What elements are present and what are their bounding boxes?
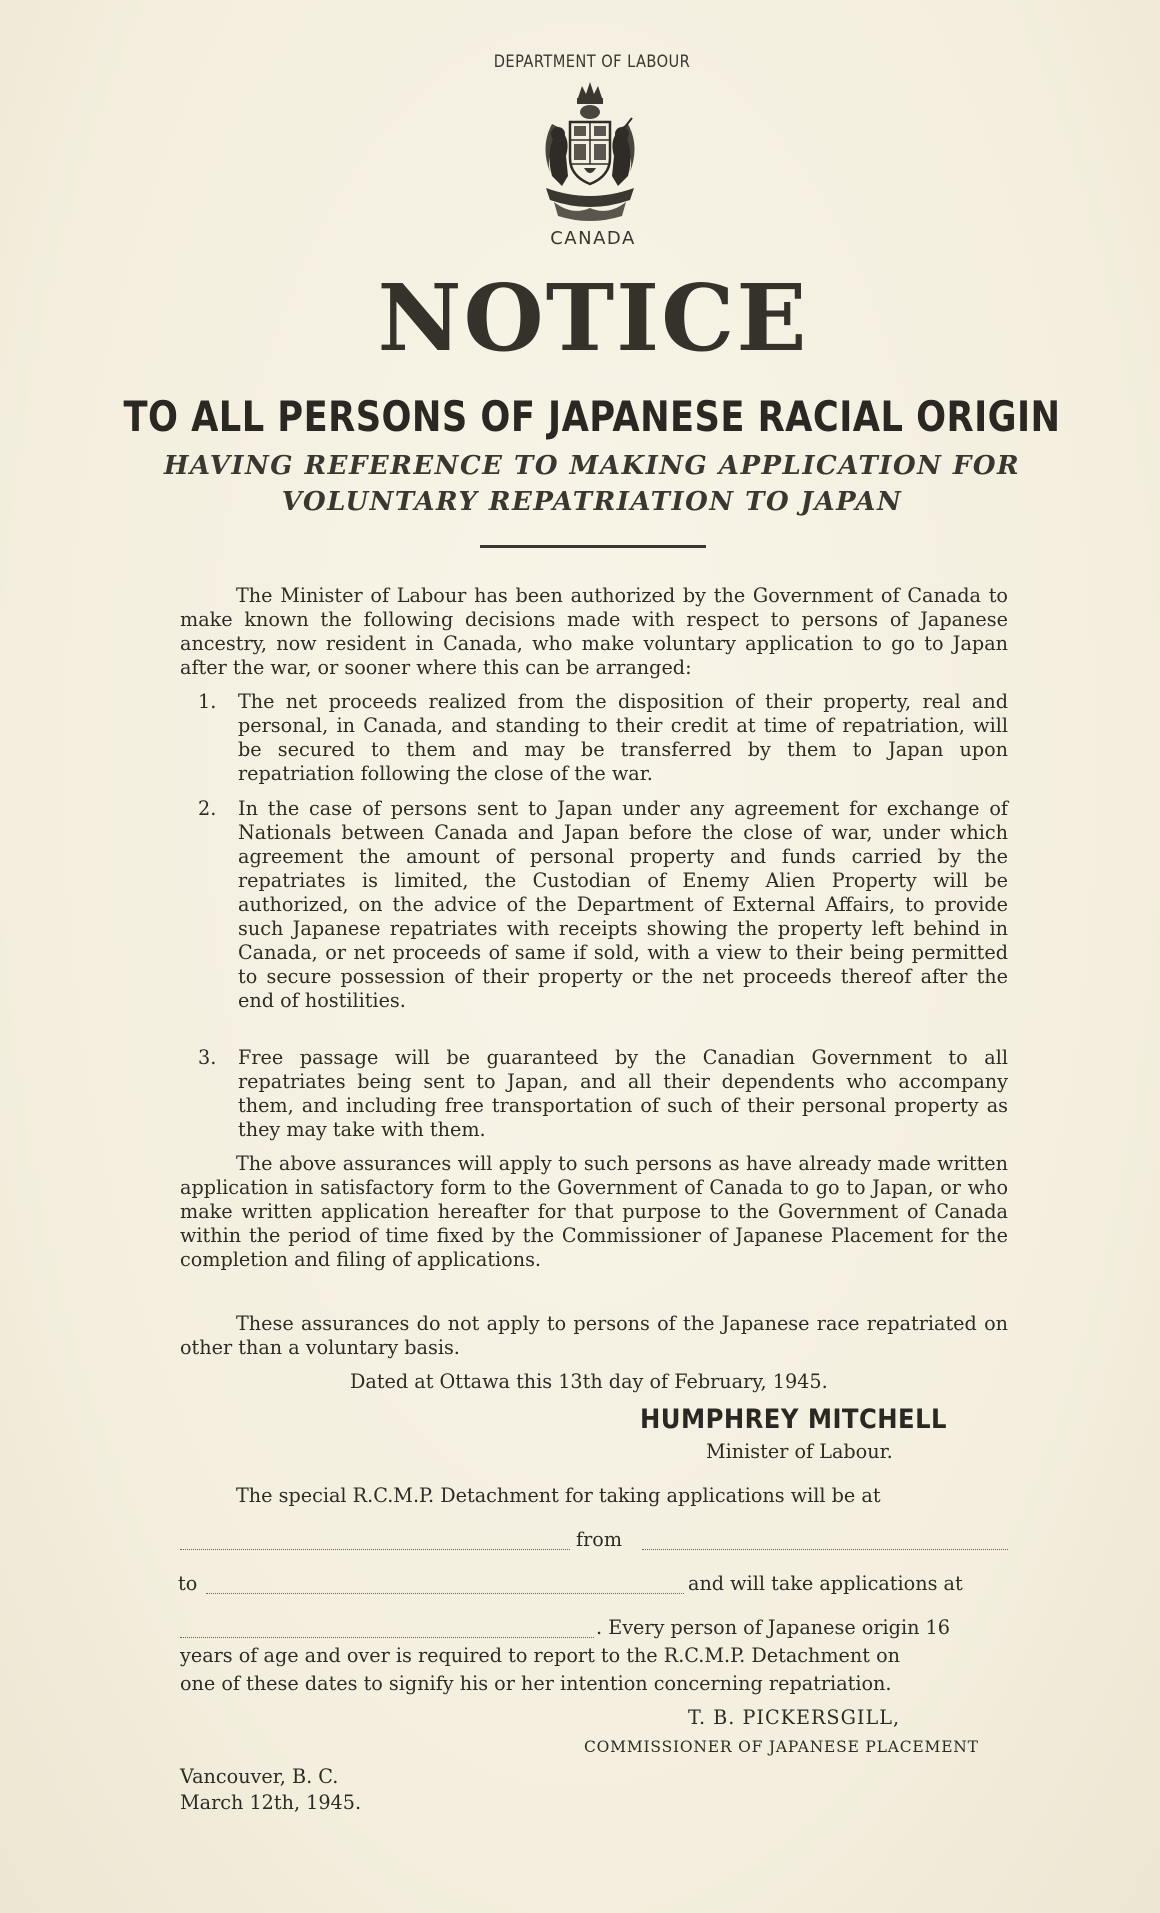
dated-line: Dated at Ottawa this 13th day of February, 1945. [350,1370,828,1393]
to-label: to [178,1572,198,1595]
item-number: 1. [198,690,217,713]
country-heading: CANADA [550,228,636,249]
blank-to-date [206,1593,684,1594]
headline: TO ALL PERSONS OF JAPANESE RACIAL ORIGIN [123,392,1061,441]
subtitle [0,448,1160,520]
will-take-label: and will take applications at [688,1572,963,1595]
signer-title: Minister of Labour. [706,1440,893,1463]
assurances-paragraph: The above assurances will apply to such persons as have already made written application in satisfactory form to the Government of Canada to go to Japan, or who make written application hereafter for that purpose to the Government of Canada within the period of time fixed by the Commissioner of Japanese Placement for the completion and filing of applications. [180,1152,1008,1271]
item-number: 3. [198,1046,217,1069]
every-person-text: . Every person of Japanese origin 16 [596,1616,950,1639]
rcmp-line-5: one of these dates to signify his or her intention concerning repatriation. [180,1672,892,1695]
subtitle-line-2: VOLUNTARY REPATRIATION TO JAPAN [281,487,903,517]
blank-application-place [180,1637,594,1638]
place-date: March 12th, 1945. [180,1791,362,1814]
from-label: from [576,1528,623,1551]
blank-location [180,1549,570,1550]
notice-title: NOTICE [377,264,809,372]
commissioner-name: T. B. PICKERSGILL, [688,1706,901,1729]
rcmp-line-4: years of age and over is required to report to the R.C.M.P. Detachment on [180,1644,900,1667]
subtitle-line-1: HAVING REFERENCE TO MAKING APPLICATION FOR [163,451,1021,481]
department-heading: DEPARTMENT OF LABOUR [493,52,691,72]
rcmp-line-1: The special R.C.M.P. Detachment for taking applications will be at [236,1484,881,1507]
item-number: 2. [198,797,217,820]
item-text: In the case of persons sent to Japan under any agreement for exchange of Nationals between Canada and Japan before the close of war, under which agreement the amount of personal property and funds carried by the repatriates is limited, the Custodian of Enemy Alien Property will be authorized, on the advice of the Department of External Affairs, to provide such Japanese repatriates with receipts showing the property left behind in Canada, or net proceeds of same if sold, with a view to their being permitted to secure possession of their property or the net proceeds thereof after the end of hostilities. [238,797,1008,1012]
intro-paragraph: The Minister of Labour has been authorized by the Government of Canada to make known the following decisions made with respect to persons of Japanese ancestry, now resident in Canada, who make voluntary application to go to Japan after the war, or sooner where this can be arranged: [180,584,1008,679]
not-apply-paragraph: These assurances do not apply to persons of the Japanese race repatriated on other than a voluntary basis. [180,1312,1008,1359]
list-item [198,690,1008,786]
blank-from-date [642,1549,1008,1550]
place: Vancouver, B. C. [180,1765,339,1788]
list-item [198,1046,1008,1142]
divider-rule [480,545,706,548]
list-item [198,797,1008,1013]
commissioner-title: COMMISSIONER OF JAPANESE PLACEMENT [584,1738,979,1756]
coat-of-arms-icon [532,76,648,224]
signer-name: HUMPHREY MITCHELL [640,1404,947,1435]
item-text: Free passage will be guaranteed by the Canadian Government to all repatriates being sent to Japan, and all their dependents who accompany them, and including free transportation of such of their personal property as they may take with them. [238,1046,1008,1141]
place-and-date [180,1764,361,1816]
item-text: The net proceeds realized from the disposition of their property, real and personal, in Canada, and standing to their credit at time of repatriation, will be secured to them and may be transferred by them to Japan upon repatriation following the close of the war. [238,690,1008,785]
